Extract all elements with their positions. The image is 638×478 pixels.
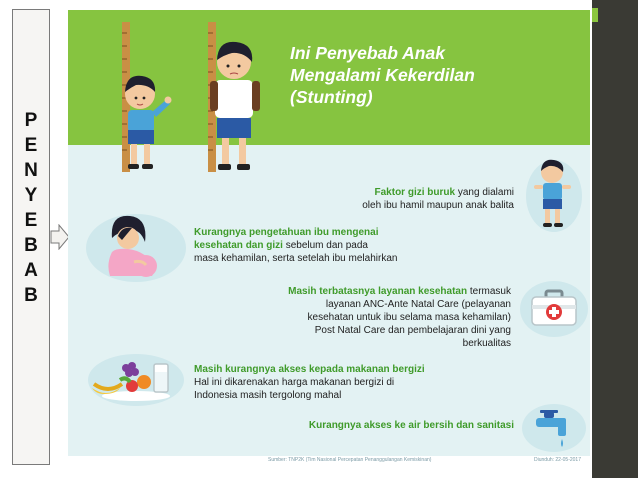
cause-line bbox=[208, 285, 511, 298]
vertical-word-box bbox=[12, 9, 50, 465]
cause-item-water-sanitation bbox=[218, 419, 514, 432]
title-line-2: Mengalami Kekerdilan bbox=[290, 65, 475, 85]
cause-highlight: kesehatan dan gizi bbox=[194, 240, 283, 251]
title-line-3: (Stunting) bbox=[290, 87, 373, 107]
cause-highlight: Kurangnya pengetahuan ibu mengenai bbox=[194, 227, 379, 238]
infographic-title bbox=[290, 42, 590, 108]
cause-line: Hal ini dikarenakan harga makanan bergizi di bbox=[194, 377, 395, 388]
cause-highlight: Masih kurangnya akses kepada makanan bergizi bbox=[194, 364, 425, 375]
cause-line bbox=[218, 186, 514, 199]
vertical-letter: E bbox=[24, 135, 38, 156]
footer-source: Sumber: TNP2K (Tim Nasional Percepatan Penanggulangan Kemiskinan) bbox=[268, 457, 432, 463]
cause-line: oleh ibu hamil maupun anak balita bbox=[362, 200, 514, 211]
cause-line: masa kehamilan, serta setelah ibu melahirkan bbox=[194, 253, 398, 264]
vertical-letter: B bbox=[24, 235, 38, 256]
cause-text: termasuk bbox=[467, 286, 511, 297]
pregnant-mother-illustration bbox=[82, 208, 192, 284]
title-line-1: Ini Penyebab Anak bbox=[290, 43, 445, 63]
cause-highlight: Masih terbatasnya layanan kesehatan bbox=[288, 286, 468, 297]
vertical-letter: A bbox=[24, 260, 38, 281]
cause-line bbox=[194, 239, 484, 252]
footer-date: Diunduh: 22-05-2017 bbox=[534, 457, 581, 463]
cause-line: Post Natal Care dan pembelajaran dini yang bbox=[314, 325, 511, 336]
cause-item-nutrition bbox=[218, 186, 514, 212]
nutritious-food-illustration bbox=[86, 352, 186, 408]
first-aid-kit-icon bbox=[518, 278, 590, 340]
right-dark-strip bbox=[592, 0, 638, 478]
cause-text: sebelum dan pada bbox=[282, 240, 368, 251]
cause-line: layanan ANC-Ante Natal Care (pelayanan bbox=[325, 299, 511, 310]
cause-line: berkualitas bbox=[462, 338, 511, 349]
vertical-letter: P bbox=[24, 110, 38, 131]
cause-item-health-services bbox=[208, 285, 511, 350]
water-faucet-icon bbox=[520, 402, 588, 454]
cause-text: yang dialami bbox=[455, 187, 514, 198]
vertical-letter: N bbox=[24, 160, 38, 181]
vertical-letter: Y bbox=[24, 185, 38, 206]
stunting-infographic bbox=[68, 10, 590, 465]
thin-child-illustration bbox=[524, 152, 584, 234]
arrow-right-icon bbox=[50, 224, 70, 250]
children-height-ruler-illustration bbox=[106, 18, 286, 183]
right-accent-mark bbox=[592, 8, 598, 22]
cause-line: Indonesia masih tergolong mahal bbox=[194, 390, 342, 401]
cause-item-food-access bbox=[194, 363, 494, 402]
vertical-letter: E bbox=[24, 210, 38, 231]
cause-line: kesehatan untuk ibu selama masa kehamilan) bbox=[307, 312, 511, 323]
cause-item-knowledge bbox=[194, 226, 484, 265]
cause-highlight: Kurangnya akses ke air bersih dan sanitasi bbox=[308, 420, 514, 431]
cause-highlight: Faktor gizi buruk bbox=[374, 187, 456, 198]
vertical-letter: B bbox=[24, 285, 38, 306]
